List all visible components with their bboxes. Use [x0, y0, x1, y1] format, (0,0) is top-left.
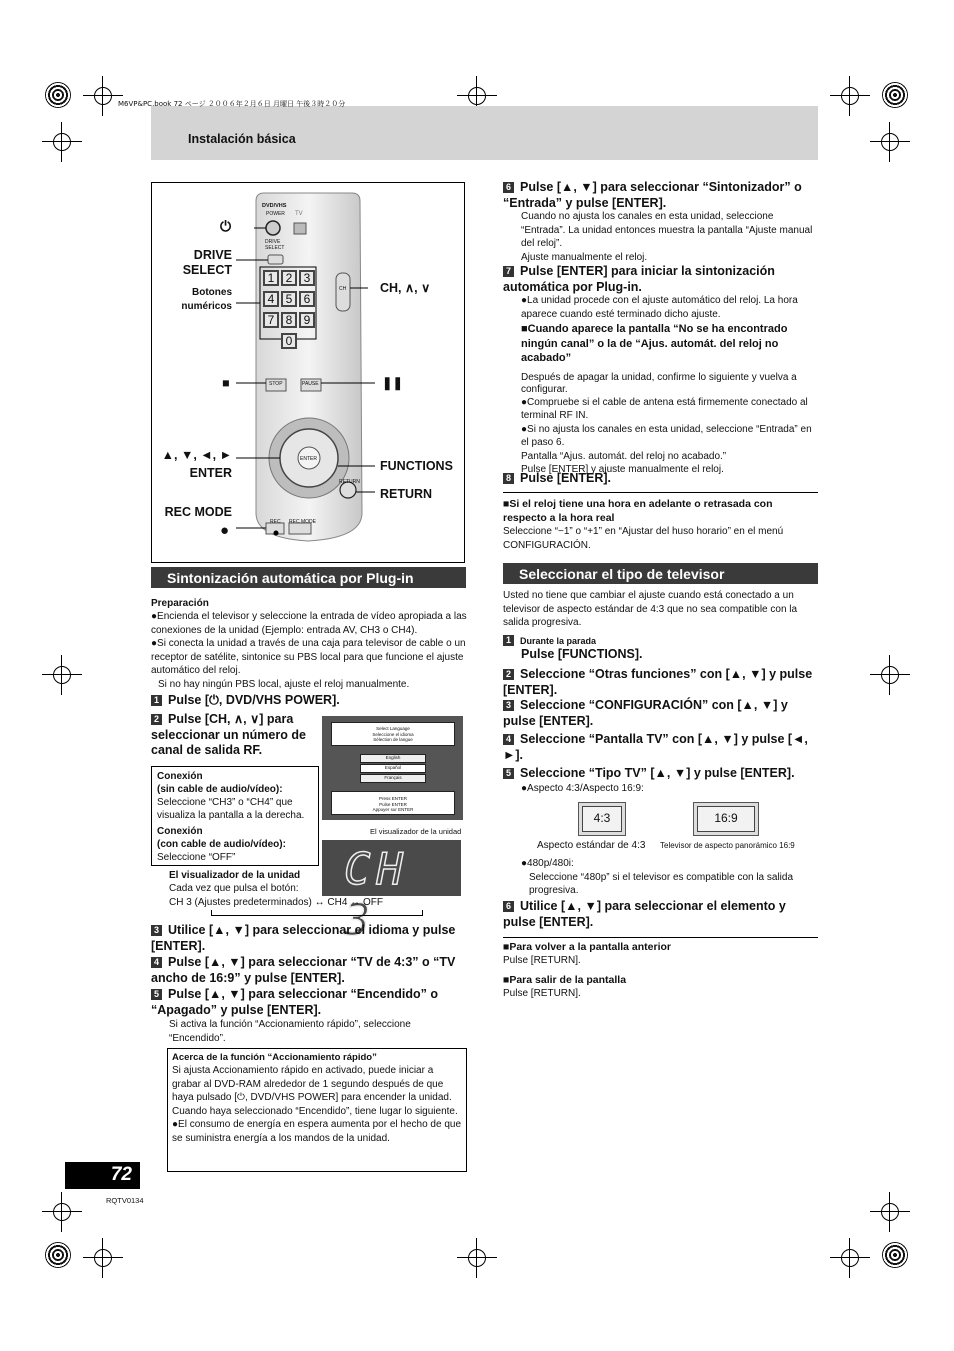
crop-mark: [83, 1238, 123, 1278]
screen-bottom-box: Press ENTER Pulse ENTER Appuyer sur ENTER: [331, 791, 455, 815]
digit-button[interactable]: 7: [263, 312, 279, 328]
crop-mark: [830, 76, 870, 116]
display-text: CH 3: [344, 844, 409, 946]
section-title-tv-type: Seleccionar el tipo de televisor: [503, 563, 818, 584]
digit-button[interactable]: 1: [263, 270, 279, 286]
screen-option[interactable]: Español: [360, 764, 426, 773]
return-label: RETURN: [380, 487, 433, 501]
digit-button[interactable]: 8: [281, 312, 297, 328]
digit-button[interactable]: 4: [263, 291, 279, 307]
tv-step-4-text: Seleccione “Pantalla TV” con [▲, ▼] y pulse [◄, ►].: [503, 732, 808, 762]
exit-title: ■Para salir de la pantalla: [503, 973, 627, 986]
step-4: 4 Pulse [▲, ▼] para seleccionar “TV de 4:3” o “TV ancho de 16:9” y pulse [ENTER].: [151, 955, 456, 985]
section-title-plugin: Sintonización automática por Plug-in: [151, 567, 466, 588]
vis-title: El visualizador de la unidad: [169, 870, 301, 881]
aspect-bullet: ●Aspecto 4:3/Aspecto 16:9:: [521, 783, 644, 794]
tv-169-screen: 16:9: [697, 806, 755, 832]
step-7-bullet: ●Compruebe si el cable de antena está firmemente conectado al terminal RF IN.: [521, 396, 808, 421]
step-7: 7 Pulse [ENTER] para iniciar la sintonización automática por Plug-in.: [503, 264, 775, 294]
tv-step-5: 5 Seleccione “Tipo TV” [▲, ▼] y pulse [ENTER].: [503, 766, 818, 782]
remote-rec-text: REC: [270, 519, 281, 525]
crop-mark: [42, 122, 82, 162]
digit-button[interactable]: 5: [281, 291, 297, 307]
remote-tv-text: TV: [295, 211, 303, 217]
step-6-text: Pulse [▲, ▼] para seleccionar “Sintonizador” o “Entrada” y pulse [ENTER].: [503, 180, 802, 210]
screen-lang-box: Select Language Seleccione el idioma Sélection de langue: [331, 722, 455, 746]
tv-step-1-text: Pulse [FUNCTIONS].: [521, 647, 643, 661]
remote-power-text: POWER: [266, 211, 285, 217]
stop-label: ■: [222, 376, 230, 390]
remote-stop-text: STOP: [269, 381, 283, 387]
functions-label: FUNCTIONS: [380, 459, 453, 473]
step-5-note: Si activa la función “Accionamiento rápido”, seleccione “Encendido”.: [169, 1019, 411, 1044]
step-5-text: Pulse [▲, ▼] para seleccionar “Encendido” o “Apagado” y pulse [ENTER].: [151, 987, 438, 1017]
drive-select-label: DRIVE SELECT: [182, 248, 232, 277]
registration-target: [882, 82, 908, 108]
step-7-sub-text: Después de apagar la unidad, confirme lo siguiente y vuelva a configurar.: [521, 371, 797, 395]
vis-text: Cada vez que pulsa el botón: CH 3 (Ajustes predeterminados) ↔ CH4 ↔ OFF: [169, 883, 383, 908]
tv-step-5-text: Seleccione “Tipo TV” [▲, ▼] y pulse [ENTER].: [520, 766, 795, 780]
tv-step-6: 6 Utilice [▲, ▼] para seleccionar el elemento y pulse [ENTER].: [503, 899, 786, 929]
remote-figure: [151, 182, 465, 563]
step-7-details: [521, 294, 816, 477]
prep-item: ●Si conecta la unidad a través de una caja para televisor de cable o un receptor de satélite, sintonice su PBS local para que funcione el ajuste automático del reloj.: [151, 638, 466, 676]
crop-mark: [42, 655, 82, 695]
prep-note: Si no hay ningún PBS local, ajuste el reloj manualmente.: [158, 678, 410, 690]
remote-drive-text: DRIVE: [265, 239, 281, 245]
tv-step-1: 1 Durante la parada Pulse [FUNCTIONS].: [503, 635, 818, 663]
tv-43-caption: Aspecto estándar de 4:3: [537, 840, 646, 851]
quick-start-box: [167, 1048, 467, 1172]
divider: [503, 492, 818, 493]
screen-option[interactable]: English: [360, 754, 426, 763]
conn2-text: Seleccione “OFF”: [157, 852, 236, 863]
cycle-arrow: [211, 910, 423, 916]
preparation-block: [151, 597, 467, 691]
screen-option[interactable]: Français: [360, 774, 426, 783]
remote-select-text: SELECT: [265, 245, 285, 251]
connection-box: [151, 766, 319, 866]
digit-button[interactable]: 2: [281, 270, 297, 286]
display-caption: El visualizador de la unidad: [370, 827, 462, 836]
remote-recmode-text: REC MODE: [289, 519, 316, 525]
numeric-buttons-label: Botones numéricos: [181, 287, 232, 312]
visualizer-note: [169, 869, 459, 916]
tv-169-caption: Televisor de aspecto panorámico 16:9: [660, 841, 795, 850]
power-button: [266, 221, 280, 235]
remote-ch-text: CH: [339, 286, 347, 292]
step-8-text: Pulse [ENTER].: [520, 471, 611, 485]
conn2-title: Conexión (con cable de audio/vídeo):: [157, 826, 286, 850]
exit-text: Pulse [RETURN].: [503, 987, 581, 999]
qs-text: Si ajusta Accionamiento rápido en activado, puede iniciar a grabar al DVD-RAM alrededor de 1 segundo después de que haya pulsado [⏻, DVD/VHS POWER] para encender la unidad. Cuando haya seleccionado “Encendido”, tiene lugar lo siguiente.: [172, 1065, 458, 1117]
clock-note: [503, 497, 818, 552]
enter-label: ENTER: [189, 466, 232, 480]
step-5: 5 Pulse [▲, ▼] para seleccionar “Encendido” o “Apagado” y pulse [ENTER].: [151, 987, 438, 1017]
tv-step-3-text: Seleccione “CONFIGURACIÓN” con [▲, ▼] y pulse [ENTER].: [503, 698, 788, 728]
prep-item: ●Encienda el televisor y seleccione la entrada de vídeo apropiada a las conexiones de la unidad (Ejemplo: entrada AV, CH3 o CH4).: [151, 611, 467, 636]
crop-mark: [870, 655, 910, 695]
digit-button[interactable]: 3: [299, 270, 315, 286]
registration-target: [45, 82, 71, 108]
prep-title: Preparación: [151, 598, 209, 609]
divider: [503, 937, 818, 938]
rec-dot-label: ●: [220, 522, 230, 539]
clock-text: Seleccione “−1” o “+1” en “Ajustar del huso horario” en el menú CONFIGURACIÓN.: [503, 526, 784, 551]
registration-target: [45, 1242, 71, 1268]
digit-button[interactable]: 9: [299, 312, 315, 328]
step-1: 1 Pulse [⏻, DVD/VHS POWER].: [151, 693, 471, 709]
tv-step-3: 3 Seleccione “CONFIGURACIÓN” con [▲, ▼] y pulse [ENTER].: [503, 698, 788, 728]
step-4-text: Pulse [▲, ▼] para seleccionar “TV de 4:3” o “TV ancho de 16:9” y pulse [ENTER].: [151, 955, 456, 985]
tv-step-4: 4 Seleccione “Pantalla TV” con [▲, ▼] y pulse [◄, ►].: [503, 732, 808, 762]
progressive-bullet: ●480p/480i:: [521, 858, 574, 869]
tv-step-1-small: Durante la parada: [520, 636, 597, 646]
tv-169-frame: [693, 802, 759, 836]
registration-target: [882, 1242, 908, 1268]
arrows-label: ▲, ▼, ◄, ►: [161, 448, 232, 462]
progressive-note: [521, 857, 813, 898]
tv-step-2: 2 Seleccione “Otras funciones” con [▲, ▼] y pulse [ENTER].: [503, 667, 813, 697]
crop-mark: [870, 1192, 910, 1232]
step-2-text: Pulse [CH, ∧, ∨] para seleccionar un número de canal de salida RF.: [151, 712, 306, 757]
pause-label: ❚❚: [382, 376, 403, 390]
crop-mark: [457, 1238, 497, 1278]
section-title: Instalación básica: [188, 132, 296, 146]
clock-title: ■Si el reloj tiene una hora en adelante o retrasada con respecto a la hora real: [503, 498, 773, 524]
step-7-bullet: ●La unidad procede con el ajuste automático del reloj. La hora aparece cuando esté terminado dicho ajuste.: [521, 295, 798, 320]
step-7-tail: Pantalla “Ajus. automát. del reloj no acabado.” Pulse [ENTER] y ajuste manualmente el reloj.: [521, 450, 727, 475]
crop-mark: [42, 1192, 82, 1232]
step-7-text: Pulse [ENTER] para iniciar la sintonización automática por Plug-in.: [503, 264, 775, 294]
ch-label: CH, ∧, ∨: [380, 281, 431, 295]
step-6: 6 Pulse [▲, ▼] para seleccionar “Sintonizador” o “Entrada” y pulse [ENTER].: [503, 180, 802, 210]
qs-bullet: ●El consumo de energía en espera aumenta por el hecho de que se suministra energía a los mandos de la unidad.: [172, 1119, 462, 1144]
step-6-note: Cuando no ajusta los canales en esta unidad, seleccione “Entrada”. La unidad entonces muestra la pantalla “Ajuste manual del reloj”. Ajuste manualmente el reloj.: [521, 211, 813, 263]
prev-title: ■Para volver a la pantalla anterior: [503, 941, 671, 953]
tv-step-6-text: Utilice [▲, ▼] para seleccionar el elemento y pulse [ENTER].: [503, 899, 786, 929]
tv-43-screen: 4:3: [582, 806, 622, 832]
progressive-text: Seleccione “480p” si el televisor es compatible con la salida progresiva.: [529, 871, 794, 896]
power-label: ⏻: [220, 218, 232, 234]
crop-mark: [830, 1238, 870, 1278]
conn1-title: Conexión (sin cable de audio/vídeo):: [157, 771, 283, 795]
file-info: M6VP&PC.book 72 ページ ２００６年２月６日 月曜日 午後３時２０分: [118, 100, 346, 108]
tv-type-intro: Usted no tiene que cambiar el ajuste cuando está conectado a un televisor de aspecto estándar de 4:3 que no sea compatible con la salida progresiva.: [503, 590, 798, 628]
step-1-text: Pulse [⏻, DVD/VHS POWER].: [168, 693, 340, 707]
step-7-sub: ■Cuando aparece la pantalla “No se ha encontrado ningún canal” o la de “Ajus. automát. del reloj no acabado”: [521, 323, 788, 364]
crop-mark: [83, 76, 123, 116]
qs-title: Acerca de la función “Accionamiento rápido”: [172, 1052, 377, 1063]
language-screen: [322, 716, 463, 820]
conn1-text: Seleccione “CH3” o “CH4” que visualiza la pantalla a la derecha.: [157, 797, 305, 821]
step-2: 2 Pulse [CH, ∧, ∨] para seleccionar un número de canal de salida RF.: [151, 712, 306, 757]
remote-pause-text: PAUSE: [302, 381, 319, 387]
digit-button[interactable]: 6: [299, 291, 315, 307]
return-notes: [503, 941, 818, 1000]
remote-dvdvhs-text: DVD/VHS: [262, 203, 287, 209]
rec-mode-label: REC MODE: [164, 505, 232, 519]
tv-43-frame: [578, 802, 626, 836]
crop-mark: [870, 122, 910, 162]
remote-return-text: RETURN: [339, 479, 360, 485]
tv-step-2-text: Seleccione “Otras funciones” con [▲, ▼] y pulse [ENTER].: [503, 667, 813, 697]
step-3: 3 Utilice [▲, ▼] para seleccionar el idioma y pulse [ENTER].: [151, 923, 456, 953]
numeric-keypad: [263, 270, 315, 349]
prev-text: Pulse [RETURN].: [503, 955, 581, 966]
remote-enter-text: ENTER: [300, 456, 317, 462]
step-3-text: Utilice [▲, ▼] para seleccionar el idioma y pulse [ENTER].: [151, 923, 456, 953]
step-7-bullet: ●Si no ajusta los canales en esta unidad, seleccione “Entrada” en el paso 6.: [521, 423, 812, 448]
step-8: 8 Pulse [ENTER].: [503, 471, 818, 487]
page-number-tab: [65, 1162, 140, 1189]
doc-code: RQTV0134: [106, 1196, 144, 1205]
page-number: 72: [110, 1164, 132, 1185]
digit-button[interactable]: 0: [281, 333, 297, 349]
